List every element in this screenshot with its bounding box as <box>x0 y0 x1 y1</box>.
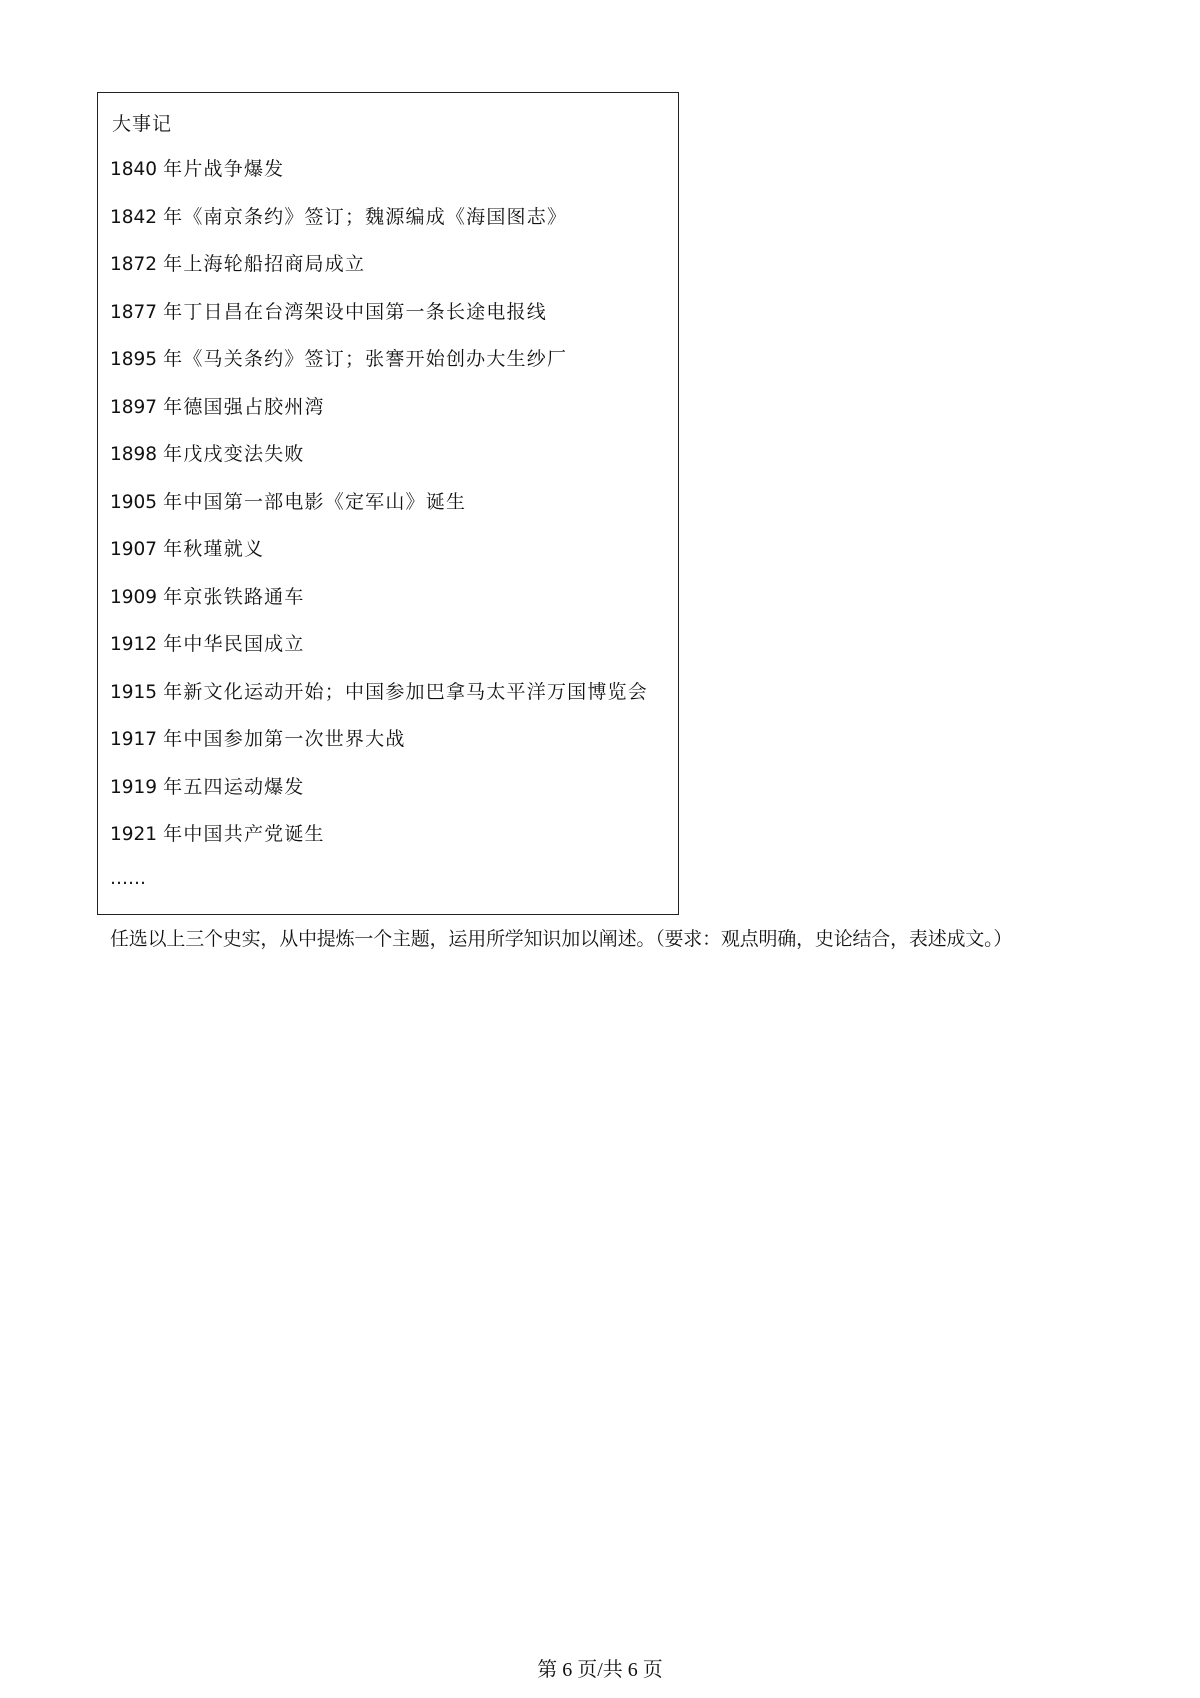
event-item-1905 <box>110 489 670 537</box>
event-item-1840 <box>110 156 670 204</box>
event-description: 年《南京条约》签订；魏源编成《海国图志》 <box>163 205 568 228</box>
event-year: 1877 <box>110 301 158 323</box>
event-description: 年中华民国成立 <box>163 633 305 655</box>
event-description: 年五四运动爆发 <box>163 775 305 798</box>
event-year: 1919 <box>110 776 158 798</box>
event-year: 1842 <box>110 206 158 228</box>
event-description: 年德国强占胶州湾 <box>163 395 325 418</box>
event-item-1907 <box>110 536 670 584</box>
event-description: 年秋瑾就义 <box>163 538 265 560</box>
event-item-1921 <box>110 821 670 869</box>
event-year: 1840 <box>110 159 158 180</box>
event-item-1842 <box>110 204 670 252</box>
event-year: 1917 <box>110 729 158 750</box>
event-year: 1912 <box>110 634 158 655</box>
event-description: 年中国参加第一次世界大战 <box>163 728 406 750</box>
event-year: 1909 <box>110 586 158 608</box>
event-item-1919 <box>110 774 670 822</box>
event-item-1898 <box>110 441 670 489</box>
event-year: 1907 <box>110 539 158 560</box>
event-year: 1872 <box>110 254 158 275</box>
event-item-1872 <box>110 251 670 299</box>
page-number: 第 6 页/共 6 页 <box>537 1659 663 1681</box>
event-item-1915 <box>110 679 670 727</box>
event-year: 1915 <box>110 681 158 703</box>
event-year: 1921 <box>110 824 158 845</box>
event-description: 年上海轮船招商局成立 <box>163 253 366 275</box>
event-item-1912 <box>110 631 670 679</box>
event-description: 年中国第一部电影《定军山》诞生 <box>163 490 467 513</box>
events-ellipsis: …… <box>110 868 146 889</box>
event-year: 1897 <box>110 396 158 418</box>
event-list <box>110 156 670 869</box>
event-year: 1898 <box>110 444 158 465</box>
event-description: 年京张铁路通车 <box>163 585 305 608</box>
event-description: 年片战争爆发 <box>163 158 285 180</box>
event-item-1917 <box>110 726 670 774</box>
event-description: 年戊戌变法失败 <box>163 443 305 465</box>
event-description: 年丁日昌在台湾架设中国第一条长途电报线 <box>163 300 547 323</box>
event-year: 1895 <box>110 349 158 370</box>
event-description: 年新文化运动开始；中国参加巴拿马太平洋万国博览会 <box>163 680 648 703</box>
event-item-1877 <box>110 299 670 347</box>
event-item-1895 <box>110 346 670 394</box>
question-instruction: 任选以上三个史实，从中提炼一个主题，运用所学知识加以阐述。（要求：观点明确，史论结合，表述成文。） <box>110 928 1013 950</box>
event-year: 1905 <box>110 491 158 513</box>
event-description: 年中国共产党诞生 <box>163 823 325 845</box>
event-item-1909 <box>110 584 670 632</box>
events-title: 大事记 <box>112 113 173 135</box>
event-description: 年《马关条约》签订；张謇开始创办大生纱厂 <box>163 348 568 370</box>
event-item-1897 <box>110 394 670 442</box>
